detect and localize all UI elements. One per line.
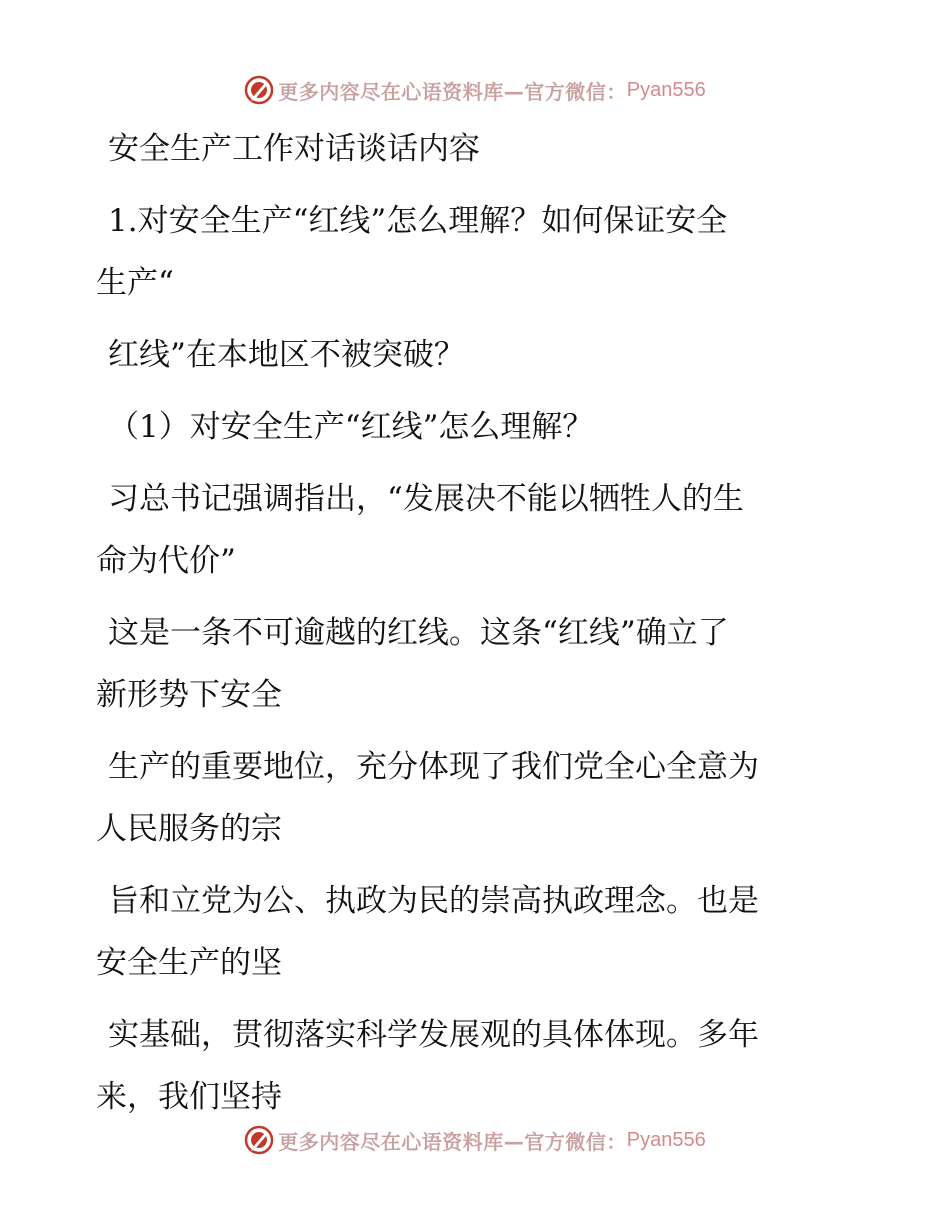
watermark-id: Pyan556: [626, 1128, 706, 1151]
question-heading-line: 1.对安全生产“红线”怎么理解？如何保证安全: [108, 203, 728, 239]
watermark-id: Pyan556: [626, 78, 706, 101]
footer-watermark: [0, 1120, 950, 1160]
pen-logo-icon: [244, 1125, 274, 1155]
paragraph-line: 这是一条不可逾越的红线。这条“红线”确立了: [108, 615, 729, 651]
question-heading-line: 生产“: [96, 265, 174, 301]
watermark-text: 更多内容尽在心语资料库—官方微信：: [278, 1129, 627, 1154]
document-body: [96, 118, 836, 1128]
paragraph-line: 旨和立党为公、执政为民的崇高执政理念。也是: [108, 883, 759, 919]
paragraph-line: 安全生产的坚: [96, 945, 282, 981]
paragraph-line: 习总书记强调指出，“发展决不能以牺牲人的生: [108, 481, 744, 517]
header-watermark: [0, 70, 950, 110]
pen-logo-icon: [244, 75, 274, 105]
watermark-text: 更多内容尽在心语资料库—官方微信：: [278, 79, 627, 104]
paragraph-line: 新形势下安全: [96, 677, 282, 713]
paragraph-line: 命为代价”: [96, 543, 236, 579]
document-title: 安全生产工作对话谈话内容: [108, 131, 480, 167]
question-heading-line: 红线”在本地区不被突破？: [108, 337, 465, 373]
paragraph-line: 来，我们坚持: [96, 1079, 282, 1115]
paragraph-line: 生产的重要地位，充分体现了我们党全心全意为: [108, 749, 759, 785]
paragraph-line: 实基础，贯彻落实科学发展观的具体体现。多年: [108, 1017, 759, 1053]
paragraph-line: 人民服务的宗: [96, 811, 282, 847]
subheading-line: （1）对安全生产“红线”怎么理解？: [108, 409, 594, 445]
